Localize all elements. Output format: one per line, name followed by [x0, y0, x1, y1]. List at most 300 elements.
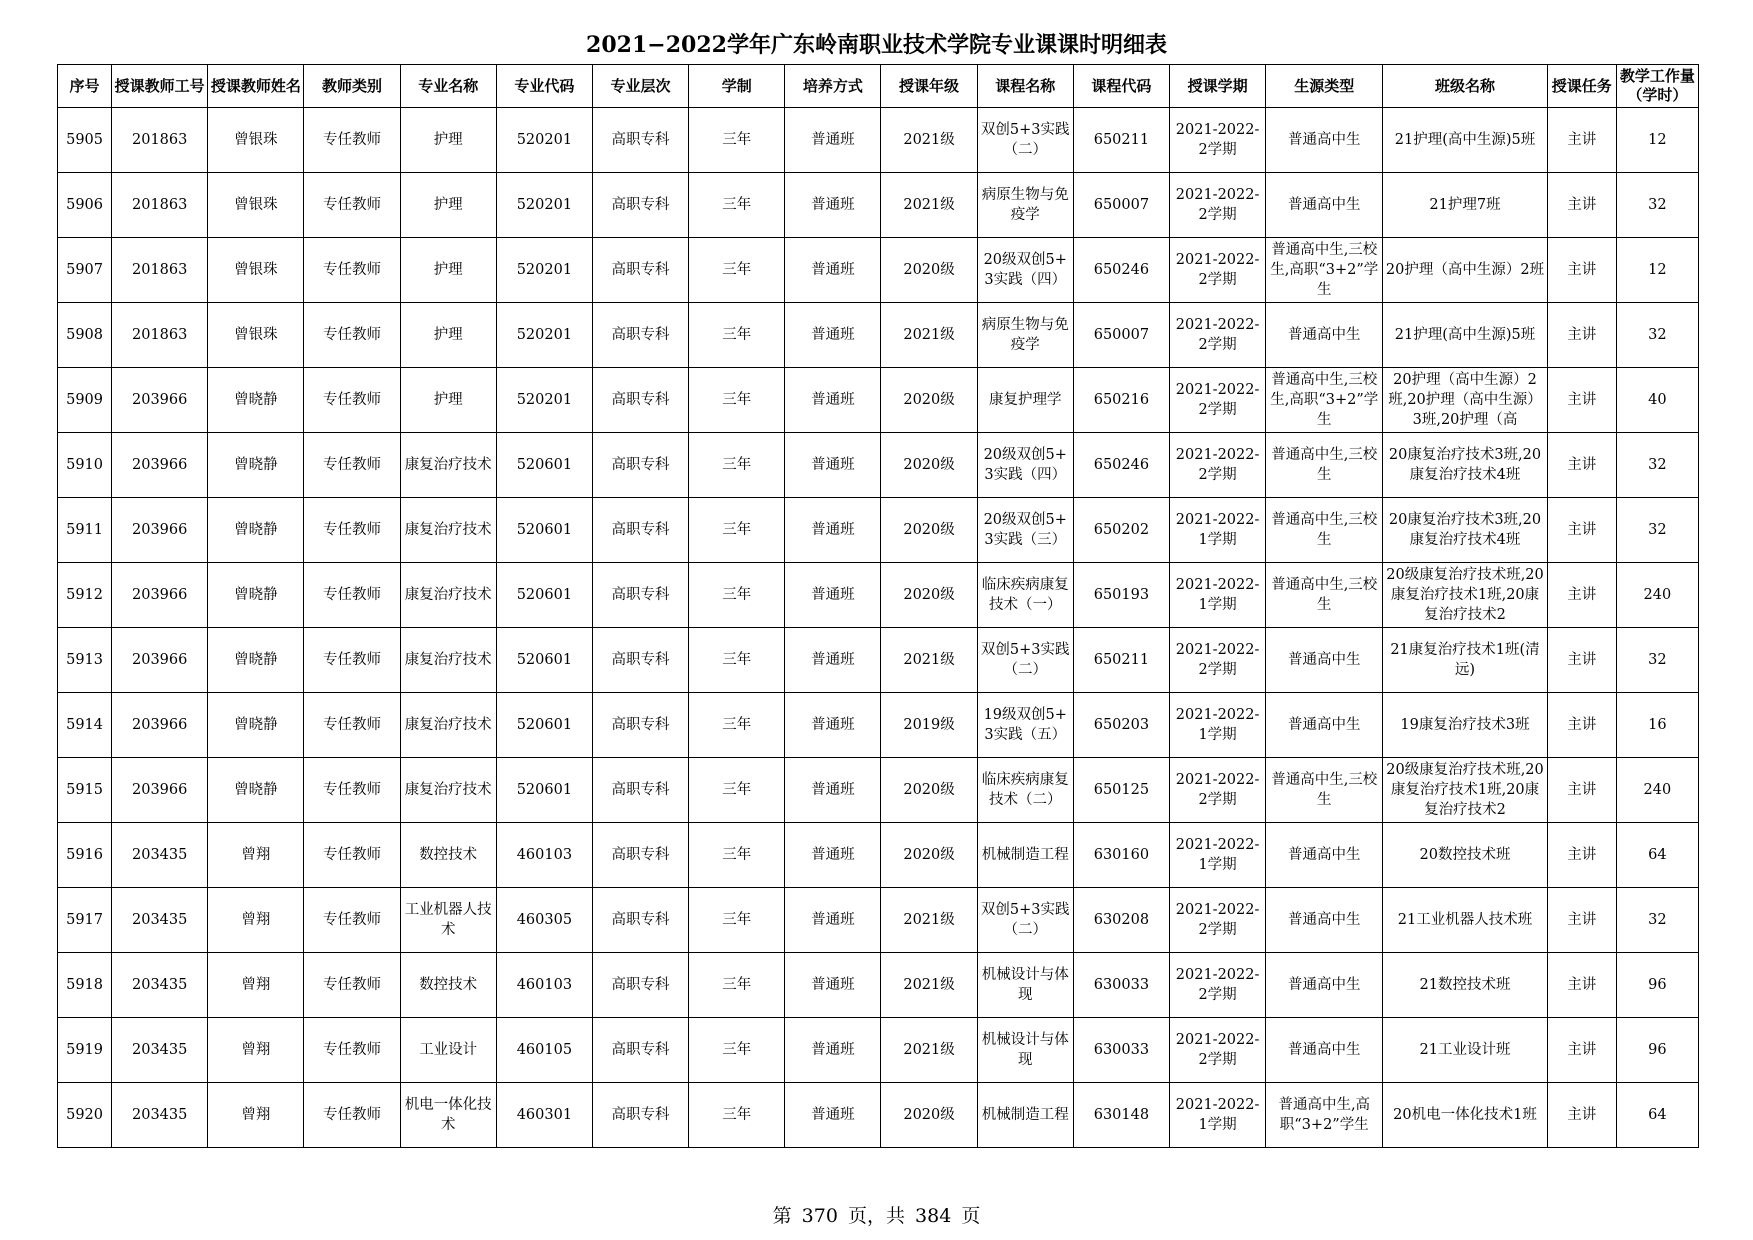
cell-text: 203435: [132, 912, 188, 928]
column-header: 授课教师工号: [112, 65, 208, 108]
footer-suffix: 页: [961, 1205, 981, 1227]
cell-text: 650216: [1093, 392, 1150, 408]
table-cell: [304, 693, 400, 758]
column-header: 专业名称: [400, 65, 496, 108]
column-header: 班级名称: [1383, 65, 1547, 108]
cell-text: 201863: [132, 327, 188, 343]
table-cell: [592, 433, 688, 498]
cell-text: 三年: [722, 1107, 752, 1123]
cell-text: 520201: [516, 132, 573, 148]
table-cell: [112, 368, 208, 433]
table-cell: [112, 888, 208, 953]
table-cell: [977, 238, 1073, 303]
cell-text: 临床疾病康复技术（一）: [981, 577, 1069, 613]
cell-text: 630148: [1093, 1107, 1150, 1123]
table-cell: [58, 368, 112, 433]
cell-text: 普通高中生,三校生: [1271, 577, 1378, 613]
table-cell: [400, 498, 496, 563]
column-header: 授课年级: [881, 65, 977, 108]
table-cell: [1169, 108, 1265, 173]
table-cell: [977, 563, 1073, 628]
table-cell: [112, 1018, 208, 1083]
cell-text: 专任教师: [323, 587, 382, 603]
table-cell: [112, 1083, 208, 1148]
cell-text: 2020级: [903, 522, 955, 538]
cell-text: 工业设计: [419, 1042, 478, 1058]
cell-text: 2021-2022-2学期: [1175, 772, 1260, 808]
footer-middle: 页，共: [847, 1205, 905, 1227]
table-cell: [1616, 1083, 1698, 1148]
table-cell: [1266, 628, 1383, 693]
table-cell: [1383, 238, 1547, 303]
table-cell: [689, 433, 785, 498]
table-cell: [58, 433, 112, 498]
cell-text: 20数控技术班: [1419, 847, 1511, 863]
cell-text: 2020级: [903, 262, 955, 278]
cell-text: 高职专科: [611, 652, 670, 668]
cell-text: 20护理（高中生源）2班: [1385, 262, 1545, 278]
cell-text: 三年: [722, 522, 752, 538]
table-cell: [400, 563, 496, 628]
table-cell: [496, 563, 592, 628]
table-cell: [496, 173, 592, 238]
cell-text: 2021级: [903, 1042, 955, 1058]
cell-text: 普通班: [811, 912, 855, 928]
table-cell: [1266, 953, 1383, 1018]
table-cell: [1169, 693, 1265, 758]
table-cell: [304, 303, 400, 368]
table-cell: [58, 498, 112, 563]
cell-text: 专任教师: [323, 717, 382, 733]
course-hours-table: [57, 64, 1699, 1148]
table-cell: [1547, 563, 1616, 628]
table-cell: [400, 368, 496, 433]
cell-text: 专任教师: [323, 327, 382, 343]
cell-text: 三年: [722, 1042, 752, 1058]
cell-text: 21数控技术班: [1419, 977, 1511, 993]
cell-text: 主讲: [1567, 457, 1597, 473]
cell-text: 201863: [132, 262, 188, 278]
cell-text: 曾晓静: [234, 652, 278, 668]
table-cell: [785, 368, 881, 433]
table-row: [58, 368, 1699, 433]
table-cell: [1383, 758, 1547, 823]
cell-text: 普通班: [811, 327, 855, 343]
table-cell: [592, 823, 688, 888]
table-cell: [592, 693, 688, 758]
table-cell: [1547, 953, 1616, 1018]
table-cell: [1073, 563, 1169, 628]
cell-text: 曾翔: [241, 977, 271, 993]
cell-text: 5916: [66, 847, 103, 863]
cell-text: 650125: [1093, 782, 1150, 798]
cell-text: 机电一体化技术: [404, 1097, 492, 1133]
table-cell: [1169, 628, 1265, 693]
cell-text: 2021-2022-1学期: [1175, 837, 1260, 873]
table-row: [58, 498, 1699, 563]
table-cell: [1073, 173, 1169, 238]
table-row: [58, 1018, 1699, 1083]
table-cell: [1266, 693, 1383, 758]
cell-text: 三年: [722, 977, 752, 993]
table-cell: [1547, 1018, 1616, 1083]
table-row: [58, 758, 1699, 823]
cell-text: 专任教师: [323, 1042, 382, 1058]
table-cell: [881, 823, 977, 888]
cell-text: 高职专科: [611, 717, 670, 733]
table-cell: [1616, 693, 1698, 758]
cell-text: 40: [1648, 392, 1667, 408]
table-cell: [1547, 1083, 1616, 1148]
table-cell: [1547, 173, 1616, 238]
footer-prefix: 第: [772, 1205, 792, 1227]
table-cell: [1616, 758, 1698, 823]
cell-text: 护理: [433, 197, 463, 213]
cell-text: 高职专科: [611, 1107, 670, 1123]
table-cell: [977, 108, 1073, 173]
table-cell: [58, 173, 112, 238]
cell-text: 2021-2022-2学期: [1175, 252, 1260, 288]
column-header: 授课任务: [1547, 65, 1616, 108]
table-cell: [1073, 758, 1169, 823]
cell-text: 普通高中生: [1288, 1042, 1361, 1058]
table-cell: [496, 108, 592, 173]
table-cell: [881, 563, 977, 628]
table-cell: [58, 758, 112, 823]
table-cell: [881, 238, 977, 303]
cell-text: 高职专科: [611, 522, 670, 538]
table-cell: [785, 823, 881, 888]
cell-text: 460105: [516, 1042, 573, 1058]
table-cell: [1169, 953, 1265, 1018]
table-cell: [1169, 498, 1265, 563]
cell-text: 460301: [516, 1107, 573, 1123]
table-cell: [58, 888, 112, 953]
table-cell: [689, 758, 785, 823]
table-cell: [400, 888, 496, 953]
cell-text: 12: [1648, 262, 1667, 278]
table-cell: [592, 563, 688, 628]
table-cell: [1169, 758, 1265, 823]
table-cell: [1073, 953, 1169, 1018]
table-cell: [1616, 498, 1698, 563]
table-cell: [1169, 173, 1265, 238]
column-header: 专业层次: [592, 65, 688, 108]
cell-text: 32: [1648, 652, 1667, 668]
table-header-row: [58, 65, 1699, 108]
cell-text: 普通高中生,三校生,高职“3+2”学生: [1270, 372, 1379, 428]
table-cell: [785, 1083, 881, 1148]
table-cell: [977, 888, 1073, 953]
cell-text: 曾翔: [241, 1042, 271, 1058]
table-cell: [208, 693, 304, 758]
cell-text: 2021-2022-1学期: [1175, 707, 1260, 743]
cell-text: 2021-2022-1学期: [1175, 577, 1260, 613]
table-cell: [58, 628, 112, 693]
cell-text: 32: [1648, 457, 1667, 473]
cell-text: 460103: [516, 977, 573, 993]
table-cell: [689, 1018, 785, 1083]
cell-text: 三年: [722, 197, 752, 213]
cell-text: 520601: [516, 717, 573, 733]
table-cell: [1616, 953, 1698, 1018]
cell-text: 240: [1643, 782, 1672, 798]
cell-text: 2021-2022-2学期: [1175, 902, 1260, 938]
cell-text: 20级双创5+3实践（四）: [983, 252, 1067, 288]
cell-text: 高职专科: [611, 457, 670, 473]
cell-text: 三年: [722, 392, 752, 408]
table-cell: [496, 888, 592, 953]
cell-text: 2021级: [903, 912, 955, 928]
table-cell: [496, 823, 592, 888]
cell-text: 201863: [132, 132, 188, 148]
cell-text: 高职专科: [611, 262, 670, 278]
cell-text: 2020级: [903, 392, 955, 408]
table-cell: [208, 1018, 304, 1083]
table-row: [58, 823, 1699, 888]
cell-text: 双创5+3实践（二）: [980, 122, 1070, 158]
cell-text: 专任教师: [323, 782, 382, 798]
table-cell: [1383, 823, 1547, 888]
cell-text: 高职专科: [611, 587, 670, 603]
table-cell: [977, 758, 1073, 823]
table-row: [58, 303, 1699, 368]
table-cell: [1266, 823, 1383, 888]
cell-text: 三年: [722, 262, 752, 278]
cell-text: 专任教师: [323, 1107, 382, 1123]
cell-text: 普通高中生,高职“3+2”学生: [1278, 1097, 1371, 1133]
table-cell: [1616, 563, 1698, 628]
table-cell: [1073, 238, 1169, 303]
cell-text: 三年: [722, 652, 752, 668]
cell-text: 曾银珠: [234, 262, 278, 278]
table-cell: [689, 498, 785, 563]
cell-text: 主讲: [1567, 262, 1597, 278]
table-cell: [592, 238, 688, 303]
cell-text: 21护理7班: [1429, 197, 1501, 213]
table-cell: [1169, 823, 1265, 888]
table-cell: [208, 173, 304, 238]
table-cell: [592, 1083, 688, 1148]
table-cell: [58, 823, 112, 888]
table-cell: [1073, 1083, 1169, 1148]
column-header: 授课学期: [1169, 65, 1265, 108]
table-cell: [689, 238, 785, 303]
cell-text: 康复治疗技术: [404, 782, 492, 798]
cell-text: 520201: [516, 262, 573, 278]
cell-text: 5917: [66, 912, 103, 928]
table-cell: [881, 628, 977, 693]
table-cell: [304, 498, 400, 563]
table-cell: [881, 498, 977, 563]
table-cell: [881, 303, 977, 368]
cell-text: 三年: [722, 457, 752, 473]
table-cell: [977, 1083, 1073, 1148]
cell-text: 康复治疗技术: [404, 717, 492, 733]
table-cell: [592, 108, 688, 173]
cell-text: 专任教师: [323, 392, 382, 408]
cell-text: 三年: [722, 912, 752, 928]
cell-text: 203966: [132, 392, 188, 408]
table-cell: [1073, 368, 1169, 433]
table-cell: [785, 303, 881, 368]
cell-text: 专任教师: [323, 847, 382, 863]
table-cell: [977, 628, 1073, 693]
table-cell: [496, 953, 592, 1018]
table-cell: [112, 238, 208, 303]
cell-text: 普通班: [811, 522, 855, 538]
cell-text: 650211: [1093, 132, 1150, 148]
cell-text: 21护理(高中生源)5班: [1394, 132, 1536, 148]
column-header: 培养方式: [785, 65, 881, 108]
table-cell: [1616, 368, 1698, 433]
table-cell: [977, 498, 1073, 563]
table-cell: [785, 433, 881, 498]
table-cell: [689, 1083, 785, 1148]
table-cell: [1616, 303, 1698, 368]
cell-text: 高职专科: [611, 132, 670, 148]
cell-text: 主讲: [1567, 392, 1597, 408]
cell-text: 曾银珠: [234, 197, 278, 213]
table-cell: [1169, 238, 1265, 303]
table-cell: [1266, 108, 1383, 173]
table-row: [58, 1083, 1699, 1148]
table-cell: [304, 433, 400, 498]
cell-text: 630208: [1093, 912, 1150, 928]
cell-text: 2020级: [903, 847, 955, 863]
table-cell: [1073, 628, 1169, 693]
cell-text: 201863: [132, 197, 188, 213]
table-cell: [304, 888, 400, 953]
table-cell: [592, 628, 688, 693]
table-cell: [1547, 108, 1616, 173]
table-cell: [881, 368, 977, 433]
cell-text: 203435: [132, 1042, 188, 1058]
cell-text: 460103: [516, 847, 573, 863]
cell-text: 曾晓静: [234, 457, 278, 473]
table-cell: [785, 108, 881, 173]
table-cell: [58, 563, 112, 628]
table-cell: [112, 823, 208, 888]
cell-text: 数控技术: [419, 847, 478, 863]
cell-text: 曾晓静: [234, 392, 278, 408]
cell-text: 520201: [516, 327, 573, 343]
cell-text: 三年: [722, 847, 752, 863]
table-cell: [881, 693, 977, 758]
table-cell: [1266, 173, 1383, 238]
table-cell: [785, 498, 881, 563]
cell-text: 520601: [516, 587, 573, 603]
table-cell: [208, 303, 304, 368]
cell-text: 普通高中生: [1288, 912, 1361, 928]
column-header: 课程名称: [977, 65, 1073, 108]
table-cell: [208, 758, 304, 823]
cell-text: 普通高中生,三校生: [1271, 512, 1378, 548]
cell-text: 5907: [66, 262, 103, 278]
table-cell: [1383, 433, 1547, 498]
cell-text: 203966: [132, 457, 188, 473]
table-cell: [1073, 433, 1169, 498]
table-cell: [112, 108, 208, 173]
cell-text: 2020级: [903, 782, 955, 798]
table-cell: [496, 628, 592, 693]
table-row: [58, 888, 1699, 953]
table-cell: [881, 173, 977, 238]
cell-text: 普通班: [811, 132, 855, 148]
table-cell: [400, 108, 496, 173]
cell-text: 专任教师: [323, 912, 382, 928]
cell-text: 专任教师: [323, 522, 382, 538]
table-cell: [1616, 823, 1698, 888]
table-cell: [1383, 888, 1547, 953]
table-cell: [1266, 563, 1383, 628]
total-page-number: 384: [915, 1205, 952, 1227]
table-cell: [208, 108, 304, 173]
cell-text: 630160: [1093, 847, 1150, 863]
table-cell: [1547, 693, 1616, 758]
table-row: [58, 953, 1699, 1018]
cell-text: 曾晓静: [234, 587, 278, 603]
table-cell: [881, 1083, 977, 1148]
table-cell: [689, 628, 785, 693]
cell-text: 主讲: [1567, 652, 1597, 668]
cell-text: 主讲: [1567, 522, 1597, 538]
cell-text: 203435: [132, 1107, 188, 1123]
cell-text: 普通班: [811, 847, 855, 863]
table-cell: [58, 238, 112, 303]
cell-text: 32: [1648, 522, 1667, 538]
table-cell: [592, 888, 688, 953]
table-cell: [304, 368, 400, 433]
cell-text: 主讲: [1567, 1042, 1597, 1058]
column-header: 序号: [58, 65, 112, 108]
table-cell: [977, 1018, 1073, 1083]
table-cell: [1547, 498, 1616, 563]
table-cell: [977, 823, 1073, 888]
cell-text: 5918: [66, 977, 103, 993]
table-cell: [1266, 1018, 1383, 1083]
table-cell: [304, 238, 400, 303]
table-cell: [881, 433, 977, 498]
table-cell: [208, 1083, 304, 1148]
cell-text: 520601: [516, 652, 573, 668]
cell-text: 2020级: [903, 1107, 955, 1123]
table-cell: [1616, 1018, 1698, 1083]
table-cell: [58, 953, 112, 1018]
table-cell: [689, 823, 785, 888]
cell-text: 三年: [722, 587, 752, 603]
table-cell: [592, 498, 688, 563]
table-cell: [1073, 693, 1169, 758]
table-cell: [592, 758, 688, 823]
table-cell: [1266, 498, 1383, 563]
table-cell: [1616, 888, 1698, 953]
cell-text: 460305: [516, 912, 573, 928]
cell-text: 高职专科: [611, 847, 670, 863]
cell-text: 病原生物与免疫学: [981, 187, 1069, 223]
column-header: 授课教师姓名: [208, 65, 304, 108]
cell-text: 520601: [516, 457, 573, 473]
cell-text: 护理: [433, 132, 463, 148]
cell-text: 5909: [66, 392, 103, 408]
table-row: [58, 238, 1699, 303]
table-cell: [689, 563, 785, 628]
table-cell: [592, 368, 688, 433]
cell-text: 650203: [1093, 717, 1150, 733]
table-cell: [112, 953, 208, 1018]
cell-text: 5913: [66, 652, 103, 668]
table-row: [58, 108, 1699, 173]
